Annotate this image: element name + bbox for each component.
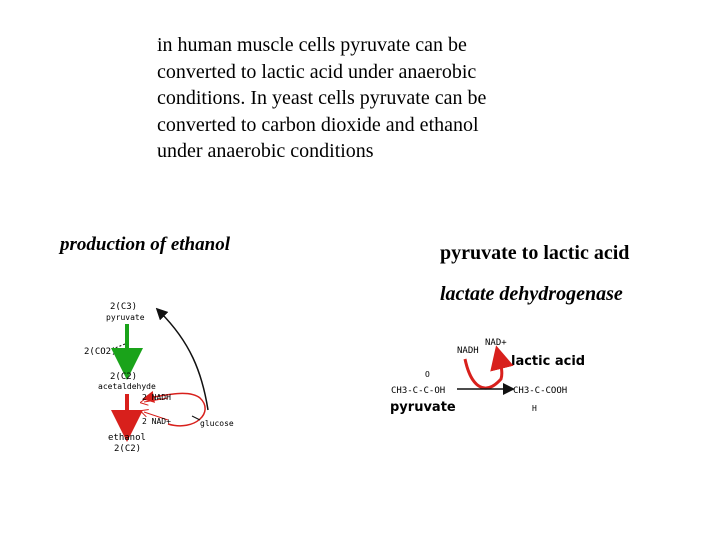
intro-line: in human muscle cells pyruvate can be xyxy=(157,34,467,56)
lactic-formula: CH3-C-COOH xyxy=(513,386,568,396)
intro-line: conditions. In yeast cells pyruvate can be xyxy=(157,87,487,109)
intro-paragraph xyxy=(157,32,577,165)
intro-line: converted to carbon dioxide and ethanol xyxy=(157,113,479,136)
ethanol-diagram-svg xyxy=(80,292,250,462)
reaction-arc xyxy=(465,357,502,388)
pyruvate-formula: CH3-C-C-OH xyxy=(391,386,446,396)
intro-line: converted to lactic acid under anaerobic xyxy=(157,60,477,83)
ethanol-diagram xyxy=(80,292,250,462)
pyruvate-count: 2(C3) xyxy=(110,302,138,312)
lactic-heading: pyruvate to lactic acid xyxy=(440,242,630,264)
hydrogen-label: H xyxy=(532,404,537,413)
oxygen-label: O xyxy=(425,370,430,379)
co2-label: 2(CO2) xyxy=(84,347,117,357)
glucose-connector xyxy=(192,416,200,420)
acetaldehyde-count: 2(C2) xyxy=(110,372,138,382)
glucose-label: glucose xyxy=(200,419,234,428)
intro-line: under anaerobic conditions xyxy=(157,140,374,162)
nad-plus-label: NAD+ xyxy=(485,338,507,348)
pyruvate-name: pyruvate xyxy=(390,400,456,415)
lactic-acid-label: lactic acid xyxy=(511,354,586,369)
nadh-label: 2 NADH xyxy=(142,393,171,402)
acetaldehyde-label: acetaldehyde xyxy=(98,382,156,391)
lactic-diagram xyxy=(385,325,586,420)
lactic-diagram-svg xyxy=(385,325,586,420)
nadh-label-right: NADH xyxy=(457,346,479,356)
pyruvate-label: pyruvate xyxy=(106,313,145,322)
ethanol-count: 2(C2) xyxy=(114,444,142,454)
ethanol-label: ethanol xyxy=(108,433,146,443)
enzyme-heading: lactate dehydrogenase xyxy=(440,283,623,305)
nad-label: 2 NAD+ xyxy=(142,417,171,426)
ethanol-heading: production of ethanol xyxy=(60,234,230,255)
